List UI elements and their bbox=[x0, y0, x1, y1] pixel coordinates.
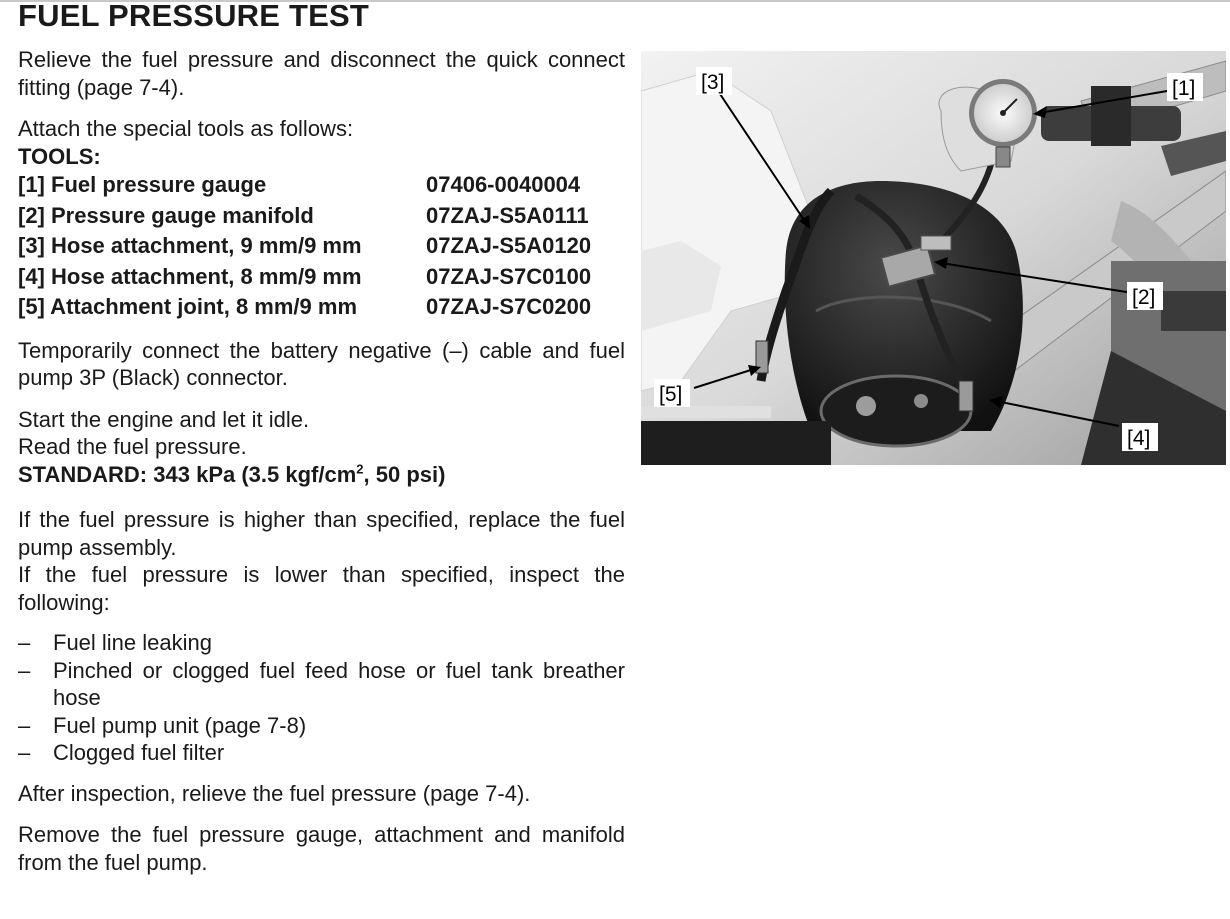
callout-label-2: [2] bbox=[1132, 286, 1156, 309]
inspection-list bbox=[18, 629, 625, 767]
tool-name: [5] Attachment joint, 8 mm/9 mm bbox=[18, 294, 358, 319]
list-item: – Fuel line leaking bbox=[18, 630, 212, 655]
start-engine-text: Start the engine and let it idle. bbox=[18, 406, 310, 432]
list-item: – Clogged fuel filter bbox=[18, 740, 225, 765]
remove-paragraph: Remove the fuel pressure gauge, attachment and manifold from the fuel pump. bbox=[18, 822, 625, 875]
intro-paragraph: Relieve the fuel pressure and disconnect the quick connect fitting (page 7-4). bbox=[18, 47, 625, 100]
tool-number: 07ZAJ-S5A0111 bbox=[426, 202, 589, 228]
tool-number: 07ZAJ-S7C0200 bbox=[426, 294, 592, 319]
tools-list bbox=[18, 170, 625, 323]
callout-label-4: [4] bbox=[1127, 427, 1151, 450]
standard-spec bbox=[18, 461, 625, 489]
callout-label-3: [3] bbox=[701, 71, 725, 94]
attach-tools-text: Attach the special tools as follows: bbox=[18, 116, 354, 141]
callout-label-5: [5] bbox=[659, 383, 683, 406]
tool-row bbox=[18, 262, 625, 293]
standard-value: 343 kPa (3.5 kgf/$cm^2$, 50 psi) bbox=[153, 461, 446, 487]
tool-name: [2] Pressure gauge manifold bbox=[18, 202, 314, 228]
page-title: FUEL PRESSURE TEST bbox=[18, 0, 369, 33]
fuel-pressure-photo bbox=[641, 51, 1226, 465]
text-column bbox=[18, 46, 625, 876]
read-pressure-text: Read the fuel pressure. bbox=[18, 434, 247, 459]
tool-number: 07ZAJ-S7C0100 bbox=[426, 263, 592, 289]
tool-number: 07ZAJ-S5A0120 bbox=[426, 233, 592, 258]
pressure-low-paragraph: If the fuel pressure is lower than specified, inspect the following: bbox=[18, 562, 625, 615]
pressure-high-paragraph: If the fuel pressure is higher than specified, replace the fuel pump assembly. bbox=[18, 507, 625, 560]
tool-row bbox=[18, 292, 625, 323]
callout-label-1: [1] bbox=[1172, 77, 1196, 100]
tool-name: [4] Hose attachment, 8 mm/9 mm bbox=[18, 263, 362, 289]
tool-name: [1] Fuel pressure gauge bbox=[18, 172, 267, 197]
connect-paragraph: Temporarily connect the battery negative (–) cable and fuel pump 3P (Black) connector. bbox=[18, 337, 625, 390]
list-item: – Pinched or clogged fuel feed hose or fuel tank breather hose bbox=[18, 657, 625, 710]
tool-row bbox=[18, 231, 625, 262]
tool-row bbox=[18, 201, 625, 232]
after-inspection-text: After inspection, relieve the fuel pressure (page 7-4). bbox=[18, 780, 531, 806]
tool-name: [3] Hose attachment, 9 mm/9 mm bbox=[18, 233, 362, 258]
tools-heading: TOOLS: bbox=[18, 143, 101, 169]
tool-row bbox=[18, 170, 625, 201]
list-item: – Fuel pump unit (page 7-8) bbox=[18, 712, 307, 738]
standard-label: STANDARD: bbox=[18, 461, 148, 487]
tool-number: 07406-0040004 bbox=[426, 172, 581, 197]
